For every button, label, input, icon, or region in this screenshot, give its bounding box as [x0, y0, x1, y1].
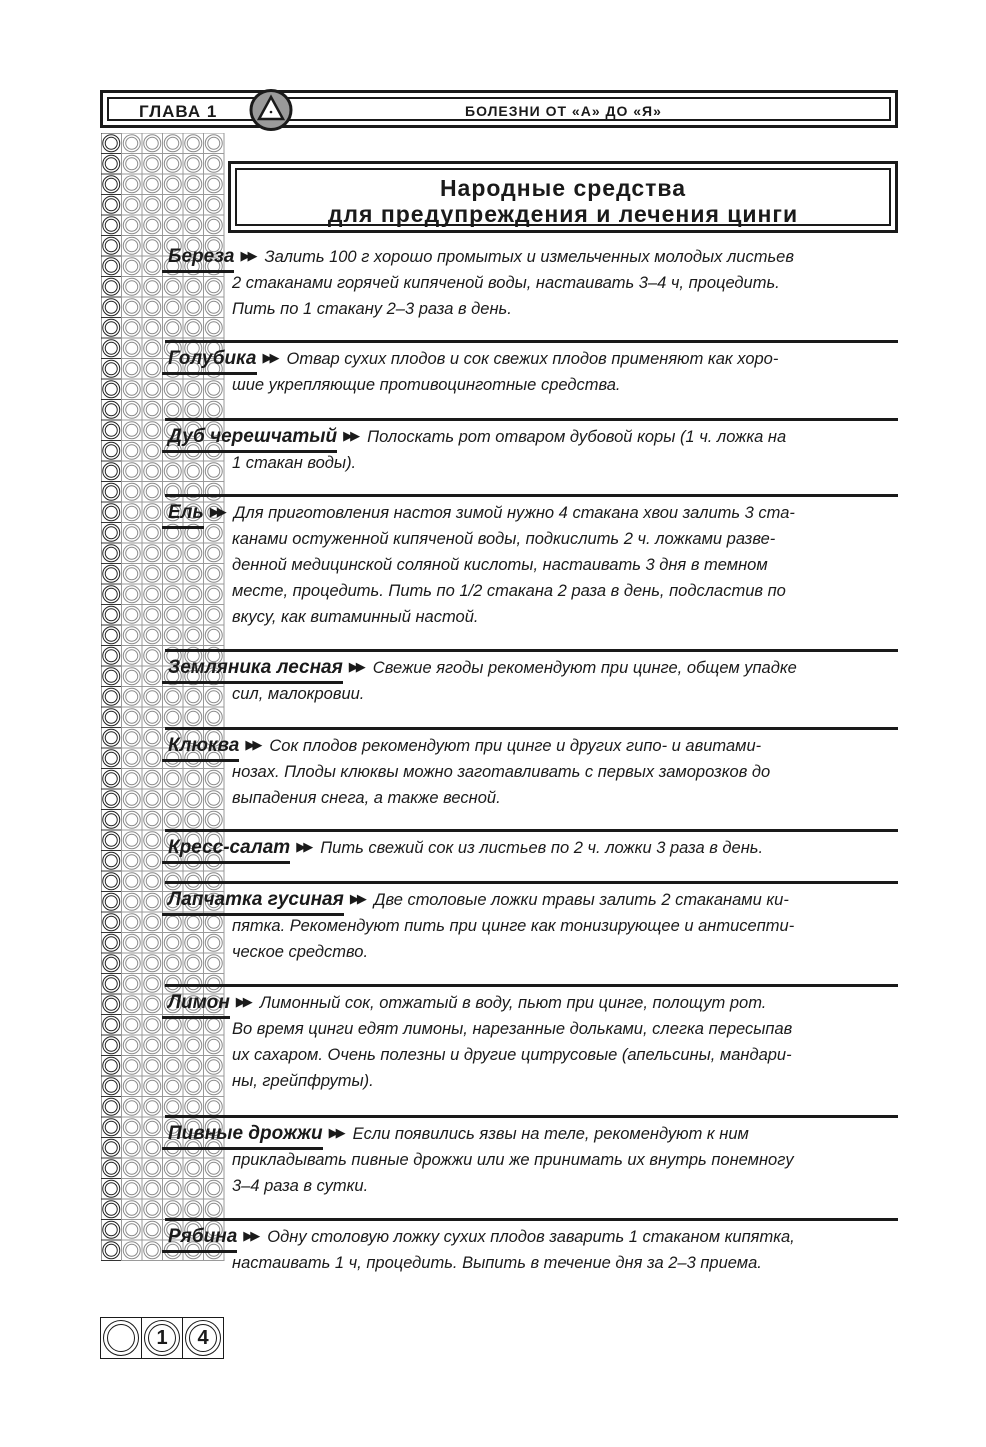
grid-circle	[101, 1076, 122, 1097]
grid-circle	[101, 400, 122, 421]
grid-circle	[101, 195, 122, 216]
entry-line: ческое средство.	[232, 943, 369, 961]
entry-line: шие укрепляющие противоцинготные средства.	[232, 376, 621, 394]
grid-circle	[101, 564, 122, 585]
grid-circle	[142, 195, 163, 216]
grid-circle	[142, 1015, 163, 1036]
grid-circle	[183, 154, 204, 175]
grid-circle	[142, 297, 163, 318]
grid-circle	[101, 789, 122, 810]
entry-line	[162, 423, 898, 450]
grid-circle	[142, 379, 163, 400]
grid-circle	[142, 133, 163, 154]
grid-circle	[142, 912, 163, 933]
grid-circle	[101, 1097, 122, 1118]
entry-line: денной медицинской соляной кислоты, настаивать 3 дня в темном	[232, 556, 768, 574]
grid-circle	[142, 420, 163, 441]
grid-circle	[122, 215, 143, 236]
entry-line: прикладывать пивные дрожжи или же принимать их внутрь понемногу	[232, 1151, 794, 1169]
grid-circle	[101, 1179, 122, 1200]
grid-circle	[142, 543, 163, 564]
entry-text: Две столовые ложки травы залить 2 стаканами ки-	[373, 891, 789, 909]
grid-circle	[142, 584, 163, 605]
grid-circle	[183, 133, 204, 154]
grid-circle	[142, 1199, 163, 1220]
grid-circle	[142, 359, 163, 380]
entry-text: Полоскать рот отваром дубовой коры (1 ч. ложка на	[367, 428, 787, 446]
grid-circle	[142, 687, 163, 708]
grid-circle	[122, 1240, 143, 1261]
grid-circle	[122, 338, 143, 359]
grid-circle	[122, 1015, 143, 1036]
grid-circle	[142, 256, 163, 277]
entry-line: нозах. Плоды клюквы можно заготавливать с первых заморозков до	[232, 763, 771, 781]
grid-circle	[122, 892, 143, 913]
grid-circle	[101, 154, 122, 175]
double-arrow-icon: ▶▶	[243, 1228, 258, 1243]
grid-circle	[122, 625, 143, 646]
grid-circle	[163, 215, 184, 236]
grid-circle	[142, 441, 163, 462]
grid-circle	[122, 1097, 143, 1118]
entry-line	[162, 654, 898, 681]
grid-circle	[142, 482, 163, 503]
entry-text: Для приготовления настоя зимой нужно 4 стакана хвои залить 3 ста-	[233, 504, 795, 522]
entry-text: Залить 100 г хорошо промытых и измельченных молодых листьев	[264, 248, 794, 266]
grid-circle	[142, 502, 163, 523]
grid-circle	[101, 933, 122, 954]
grid-circle	[122, 359, 143, 380]
grid-circle	[122, 584, 143, 605]
entry-body	[162, 421, 898, 476]
grid-circle	[142, 974, 163, 995]
grid-circle	[101, 810, 122, 831]
grid-circle	[101, 892, 122, 913]
grid-circle	[204, 810, 225, 831]
remedy-entry	[162, 418, 898, 476]
double-arrow-icon: ▶▶	[209, 504, 224, 519]
grid-circle	[183, 1097, 204, 1118]
remedy-term: Береза	[162, 246, 234, 267]
grid-circle	[122, 974, 143, 995]
remedy-entry	[162, 881, 898, 965]
grid-circle	[101, 851, 122, 872]
grid-circle	[101, 584, 122, 605]
grid-circle	[142, 277, 163, 298]
page-number-cell	[100, 1317, 142, 1359]
grid-circle	[142, 523, 163, 544]
grid-circle	[204, 195, 225, 216]
grid-circle	[204, 154, 225, 175]
grid-circle	[142, 1117, 163, 1138]
grid-circle	[142, 810, 163, 831]
grid-circle	[142, 461, 163, 482]
grid-circle	[122, 851, 143, 872]
grid-circle	[122, 1056, 143, 1077]
entry-line: вкусу, как витаминный настой.	[232, 608, 479, 626]
grid-circle	[142, 994, 163, 1015]
grid-circle	[122, 256, 143, 277]
grid-circle	[204, 215, 225, 236]
grid-circle	[122, 769, 143, 790]
grid-circle	[122, 174, 143, 195]
grid-circle	[101, 236, 122, 257]
grid-circle	[101, 1220, 122, 1241]
article-title-line-2: для предупреждения и лечения цинги	[327, 201, 799, 227]
grid-circle	[142, 1056, 163, 1077]
remedy-term: Пивные дрожжи	[162, 1123, 323, 1144]
grid-circle	[101, 1015, 122, 1036]
grid-circle	[101, 646, 122, 667]
entry-body	[162, 884, 898, 965]
grid-circle	[142, 1158, 163, 1179]
grid-circle	[122, 810, 143, 831]
remedy-term: Ель	[162, 502, 204, 523]
grid-circle	[101, 482, 122, 503]
entry-body	[162, 730, 898, 811]
entry-text: Если появились язвы на теле, рекомендуют к ним	[352, 1125, 749, 1143]
grid-circle	[122, 953, 143, 974]
grid-circle	[122, 748, 143, 769]
grid-circle	[101, 994, 122, 1015]
grid-circle	[122, 1035, 143, 1056]
grid-circle	[142, 1220, 163, 1241]
remedy-term: Лимон	[162, 992, 230, 1013]
grid-circle	[142, 851, 163, 872]
grid-circle	[122, 133, 143, 154]
grid-circle	[101, 256, 122, 277]
grid-circle	[122, 912, 143, 933]
double-arrow-icon: ▶▶	[235, 994, 250, 1009]
entry-text: Пить свежий сок из листьев по 2 ч. ложки 3 раза в день.	[320, 839, 764, 857]
grid-circle	[101, 687, 122, 708]
double-arrow-icon: ▶▶	[343, 428, 358, 443]
grid-circle	[142, 789, 163, 810]
remedy-term: Кресс-салат	[162, 837, 290, 858]
grid-circle	[142, 830, 163, 851]
grid-circle	[101, 1158, 122, 1179]
grid-circle	[142, 728, 163, 749]
grid-circle	[122, 646, 143, 667]
entry-body	[162, 652, 898, 707]
entry-line	[162, 1120, 898, 1147]
entry-line: настаивать 1 ч, процедить. Выпить в течение дня за 2–3 приема.	[232, 1254, 762, 1272]
grid-circle	[163, 1097, 184, 1118]
grid-circle	[101, 974, 122, 995]
grid-circle	[142, 892, 163, 913]
grid-circle	[183, 810, 204, 831]
entry-text: Сок плодов рекомендуют при цинге и других гипо- и авитами-	[269, 737, 762, 755]
grid-circle	[204, 1199, 225, 1220]
page-number-cell: 4	[182, 1317, 224, 1359]
grid-circle	[163, 133, 184, 154]
grid-circle	[122, 789, 143, 810]
entry-line: выпадения снега, а также весной.	[232, 789, 501, 807]
grid-circle	[142, 933, 163, 954]
grid-circle	[122, 605, 143, 626]
grid-circle	[163, 707, 184, 728]
grid-circle	[142, 564, 163, 585]
entry-text: Отвар сухих плодов и сок свежих плодов применяют как хоро-	[286, 350, 779, 368]
grid-circle	[142, 953, 163, 974]
entry-body	[162, 1221, 898, 1276]
grid-circle	[101, 1240, 122, 1261]
grid-circle	[101, 707, 122, 728]
grid-circle	[122, 461, 143, 482]
entry-body	[162, 987, 898, 1094]
remedy-entry	[162, 1218, 898, 1276]
grid-circle	[101, 871, 122, 892]
grid-circle	[122, 523, 143, 544]
grid-circle	[204, 133, 225, 154]
grid-circle	[122, 687, 143, 708]
double-arrow-icon: ▶▶	[262, 350, 277, 365]
remedy-entry	[162, 1115, 898, 1199]
remedy-term: Рябина	[162, 1226, 237, 1247]
entry-line: 3–4 раза в сутки.	[232, 1177, 369, 1195]
entry-body	[162, 241, 898, 322]
grid-circle	[163, 400, 184, 421]
grid-circle	[122, 236, 143, 257]
remedy-entry	[162, 241, 898, 322]
entry-line: ны, грейпфруты).	[232, 1072, 374, 1090]
double-arrow-icon: ▶▶	[245, 737, 260, 752]
entry-line: Во время цинги едят лимоны, нарезанные дольками, слегка пересыпав	[232, 1020, 793, 1038]
page-number	[100, 1317, 223, 1359]
grid-circle	[142, 400, 163, 421]
grid-circle	[101, 133, 122, 154]
remedy-term: Лапчатка гусиная	[162, 889, 344, 910]
grid-circle	[101, 420, 122, 441]
grid-circle	[142, 646, 163, 667]
entry-text: Свежие ягоды рекомендуют при цинге, общем упадке	[372, 659, 797, 677]
grid-circle	[142, 625, 163, 646]
grid-circle	[122, 1117, 143, 1138]
article-title-line-1: Народные средства	[439, 175, 687, 201]
grid-circle	[183, 195, 204, 216]
grid-circle	[183, 215, 204, 236]
section-label: БОЛЕЗНИ ОТ «А» ДО «Я»	[465, 103, 662, 119]
entry-line	[162, 834, 898, 861]
entry-line	[162, 886, 898, 913]
grid-circle	[142, 236, 163, 257]
grid-circle	[101, 666, 122, 687]
grid-circle	[101, 174, 122, 195]
grid-circle	[101, 523, 122, 544]
grid-circle	[122, 318, 143, 339]
grid-circle	[101, 461, 122, 482]
grid-circle	[101, 728, 122, 749]
entry-body	[162, 832, 898, 861]
grid-circle	[142, 605, 163, 626]
grid-circle	[122, 482, 143, 503]
grid-circle	[142, 1179, 163, 1200]
grid-circle	[142, 1076, 163, 1097]
grid-circle	[122, 277, 143, 298]
grid-circle	[101, 912, 122, 933]
grid-circle	[122, 379, 143, 400]
grid-circle	[101, 1199, 122, 1220]
entry-text: Лимонный сок, отжатый в воду, пьют при цинге, полощут рот.	[259, 994, 767, 1012]
double-arrow-icon: ▶▶	[348, 659, 363, 674]
remedy-entry	[162, 829, 898, 861]
grid-circle	[101, 748, 122, 769]
grid-circle	[122, 1158, 143, 1179]
grid-circle	[101, 543, 122, 564]
entry-line: их сахаром. Очень полезны и другие цитрусовые (апельсины, мандари-	[232, 1046, 792, 1064]
entry-line: пятка. Рекомендуют пить при цинге как тонизирующее и антисепти-	[232, 917, 795, 935]
grid-circle	[122, 297, 143, 318]
entry-line	[162, 345, 898, 372]
grid-circle	[101, 318, 122, 339]
grid-circle	[122, 1076, 143, 1097]
grid-circle	[101, 605, 122, 626]
entry-line	[162, 243, 898, 270]
grid-circle	[142, 666, 163, 687]
grid-circle	[122, 502, 143, 523]
entry-body	[162, 1118, 898, 1199]
remedy-term: Клюква	[162, 735, 239, 756]
remedy-entry	[162, 494, 898, 630]
double-arrow-icon: ▶▶	[296, 839, 311, 854]
grid-circle	[142, 215, 163, 236]
grid-circle	[101, 359, 122, 380]
entry-line	[162, 989, 898, 1016]
double-arrow-icon: ▶▶	[349, 891, 364, 906]
grid-circle	[204, 174, 225, 195]
grid-circle	[122, 400, 143, 421]
grid-circle	[183, 1199, 204, 1220]
grid-circle	[122, 933, 143, 954]
grid-circle	[101, 338, 122, 359]
entry-body	[162, 497, 898, 630]
grid-circle	[142, 871, 163, 892]
grid-circle	[163, 154, 184, 175]
remedy-entry	[162, 649, 898, 707]
entry-body	[162, 343, 898, 398]
entry-text: Одну столовую ложку сухих плодов заварить 1 стаканом кипятка,	[267, 1228, 795, 1246]
grid-circle	[122, 666, 143, 687]
grid-circle	[142, 174, 163, 195]
grid-circle	[122, 564, 143, 585]
entry-line	[162, 1223, 898, 1250]
chapter-header	[100, 90, 898, 128]
grid-circle	[101, 1138, 122, 1159]
grid-circle	[101, 1056, 122, 1077]
grid-circle	[122, 707, 143, 728]
entry-line: 1 стакан воды).	[232, 454, 357, 472]
grid-circle	[122, 1179, 143, 1200]
grid-circle	[183, 707, 204, 728]
article-title-box	[228, 161, 898, 233]
grid-circle	[122, 543, 143, 564]
grid-circle	[142, 1097, 163, 1118]
remedy-entry	[162, 727, 898, 811]
grid-circle	[101, 769, 122, 790]
grid-circle	[122, 420, 143, 441]
grid-circle	[163, 810, 184, 831]
grid-circle	[122, 728, 143, 749]
grid-circle	[101, 502, 122, 523]
grid-circle	[122, 994, 143, 1015]
grid-circle	[183, 174, 204, 195]
double-arrow-icon: ▶▶	[328, 1125, 343, 1140]
grid-circle	[122, 154, 143, 175]
grid-circle	[101, 441, 122, 462]
grid-circle	[142, 1240, 163, 1261]
grid-circle	[101, 297, 122, 318]
grid-circle	[122, 195, 143, 216]
grid-circle	[101, 215, 122, 236]
entry-line	[162, 732, 898, 759]
grid-circle	[101, 830, 122, 851]
grid-circle	[142, 318, 163, 339]
double-arrow-icon: ▶▶	[240, 248, 255, 263]
grid-circle	[122, 441, 143, 462]
grid-circle	[163, 1199, 184, 1220]
page-number-cell: 1	[141, 1317, 183, 1359]
entry-line: 2 стаканами горячей кипяченой воды, настаивать 3–4 ч, процедить.	[232, 274, 780, 292]
grid-circle	[163, 174, 184, 195]
grid-circle	[142, 1138, 163, 1159]
entry-line: месте, процедить. Пить по 1/2 стакана 2 раза в день, подсластив по	[232, 582, 786, 600]
remedy-term: Голубика	[162, 348, 257, 369]
grid-circle	[142, 154, 163, 175]
grid-circle	[122, 1199, 143, 1220]
grid-circle	[122, 830, 143, 851]
chapter-label: ГЛАВА 1	[139, 102, 218, 121]
remedy-entry	[162, 984, 898, 1094]
grid-circle	[204, 1097, 225, 1118]
grid-circle	[122, 1138, 143, 1159]
entry-line: Пить по 1 стакану 2–3 раза в день.	[232, 300, 512, 318]
grid-circle	[101, 1117, 122, 1138]
grid-circle	[204, 707, 225, 728]
entry-line: сил, малокровии.	[232, 685, 365, 703]
grid-circle	[122, 871, 143, 892]
remedy-term: Земляника лесная	[162, 657, 343, 678]
grid-circle	[142, 707, 163, 728]
grid-circle	[101, 625, 122, 646]
remedy-term: Дуб черешчатый	[162, 426, 337, 447]
entry-line	[162, 499, 898, 526]
grid-circle	[142, 748, 163, 769]
grid-circle	[204, 400, 225, 421]
grid-circle	[183, 400, 204, 421]
triangle-in-circle-icon	[248, 89, 294, 131]
grid-circle	[101, 953, 122, 974]
entry-line: канами остуженной кипяченой воды, подкислить 2 ч. ложками разве-	[232, 530, 776, 548]
grid-circle	[163, 195, 184, 216]
grid-circle	[142, 769, 163, 790]
grid-circle	[142, 338, 163, 359]
grid-circle	[122, 1220, 143, 1241]
remedy-entry	[162, 340, 898, 398]
grid-circle	[101, 277, 122, 298]
grid-circle	[101, 1035, 122, 1056]
grid-circle	[101, 379, 122, 400]
grid-circle	[142, 1035, 163, 1056]
